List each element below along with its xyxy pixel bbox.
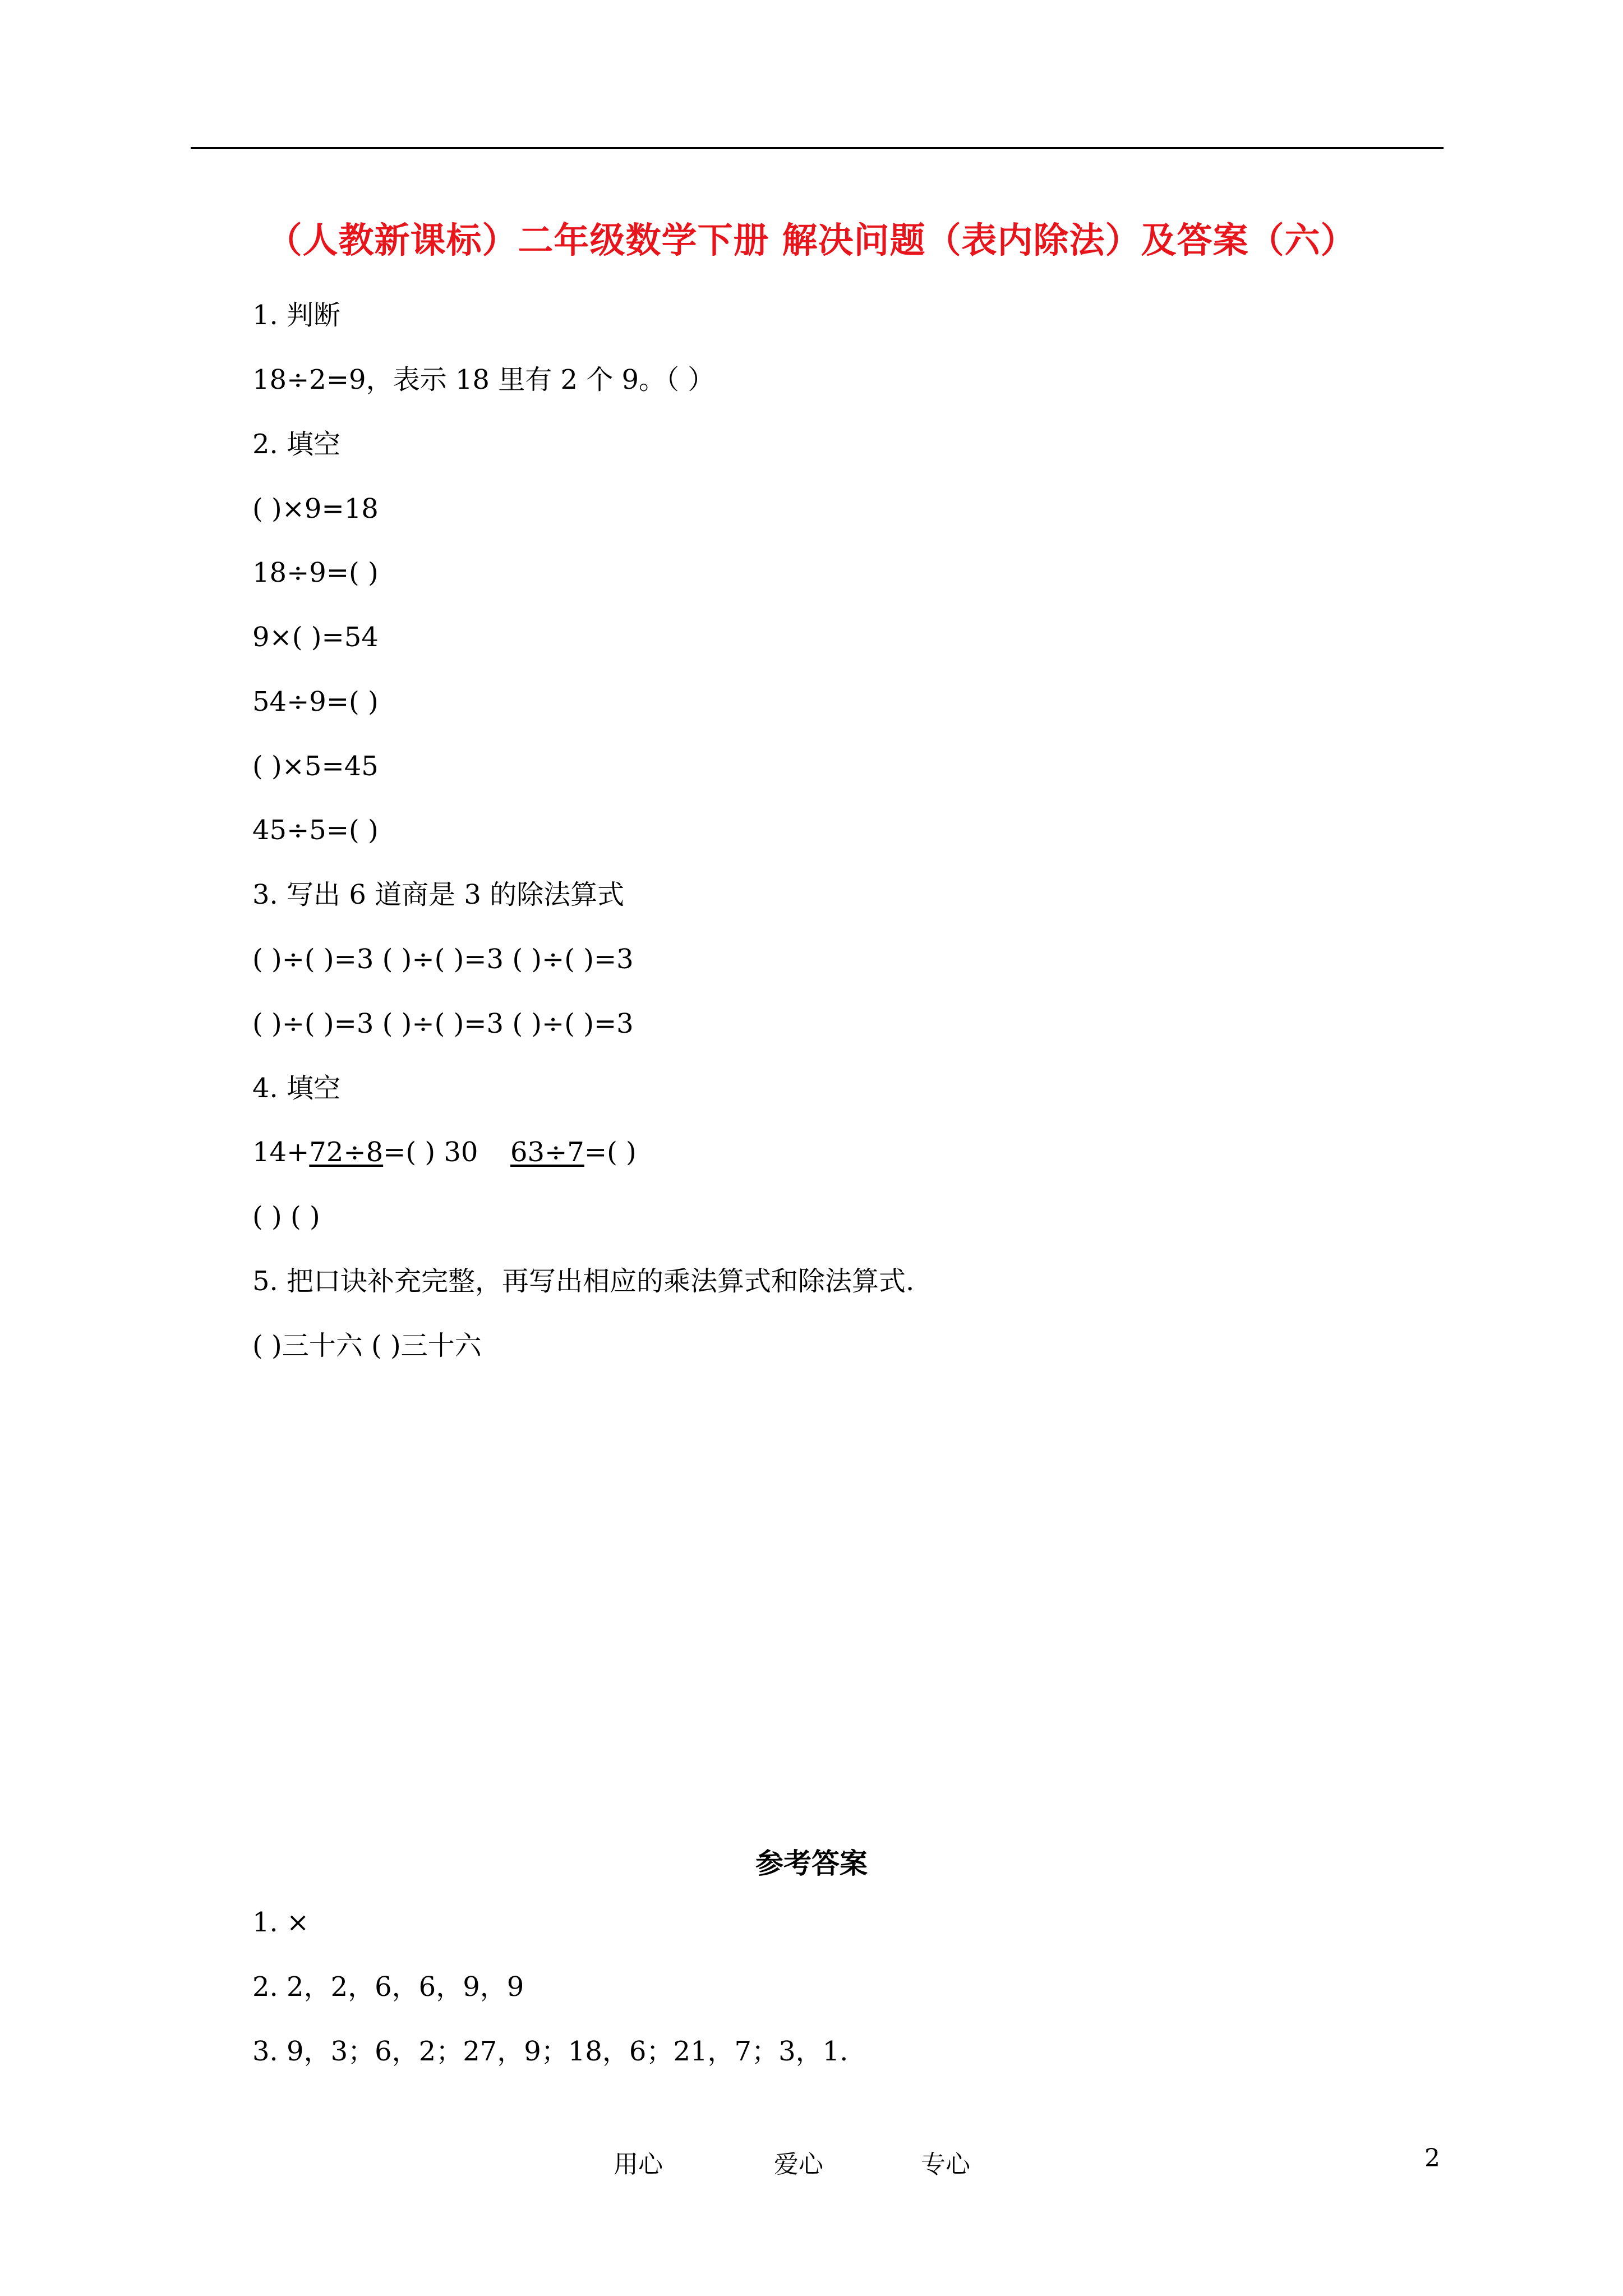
answer-1: 1. × [252, 1907, 310, 1938]
header-rule [191, 147, 1444, 149]
q4-part-b-suffix: =( ) [584, 1137, 637, 1168]
q2-heading: 2. 填空 [252, 429, 341, 460]
q2-item: 54÷9=( ) [252, 686, 379, 717]
footer-text-1: 用心 [614, 2150, 663, 2179]
q2-item: ( )×5=45 [252, 751, 379, 782]
footer-text-2: 爱心 [774, 2150, 823, 2179]
answers-heading: 参考答案 [755, 1847, 868, 1880]
q4-part-a-underlined: 72÷8 [309, 1137, 384, 1168]
answer-2: 2. 2，2，6，6，9，9 [252, 1971, 524, 2003]
q1-statement: 18÷2=9，表示 18 里有 2 个 9。（ ） [252, 364, 715, 395]
page-number: 2 [1424, 2144, 1440, 2173]
q2-item: 9×( )=54 [252, 622, 379, 653]
q5-row: ( )三十六 ( )三十六 [252, 1330, 482, 1361]
footer-text-3: 专心 [921, 2150, 970, 2179]
answer-3: 3. 9，3；6，2；27，9；18，6；21，7；3，1. [252, 2036, 849, 2067]
q1-heading: 1. 判断 [252, 300, 341, 331]
q4-part-a-suffix: =( ) 30 [383, 1137, 478, 1168]
q3-row: ( )÷( )=3 ( )÷( )=3 ( )÷( )=3 [252, 1008, 634, 1039]
q3-row: ( )÷( )=3 ( )÷( )=3 ( )÷( )=3 [252, 944, 634, 975]
q4-heading: 4. 填空 [252, 1073, 341, 1104]
q5-heading: 5. 把口诀补充完整，再写出相应的乘法算式和除法算式. [252, 1266, 915, 1297]
q2-item: 45÷5=( ) [252, 815, 379, 846]
q4-part-a-prefix: 14+ [252, 1137, 310, 1168]
document-title: （人教新课标）二年级数学下册 解决问题（表内除法）及答案（六） [266, 219, 1357, 261]
q4-part-b-underlined: 63÷7 [510, 1137, 584, 1168]
q3-heading: 3. 写出 6 道商是 3 的除法算式 [252, 879, 625, 910]
q2-item: 18÷9=( ) [252, 557, 379, 588]
q4-expression-row [252, 1135, 637, 1169]
q4-second-row: ( ) ( ) [252, 1201, 320, 1232]
q2-item: ( )×9=18 [252, 493, 379, 524]
